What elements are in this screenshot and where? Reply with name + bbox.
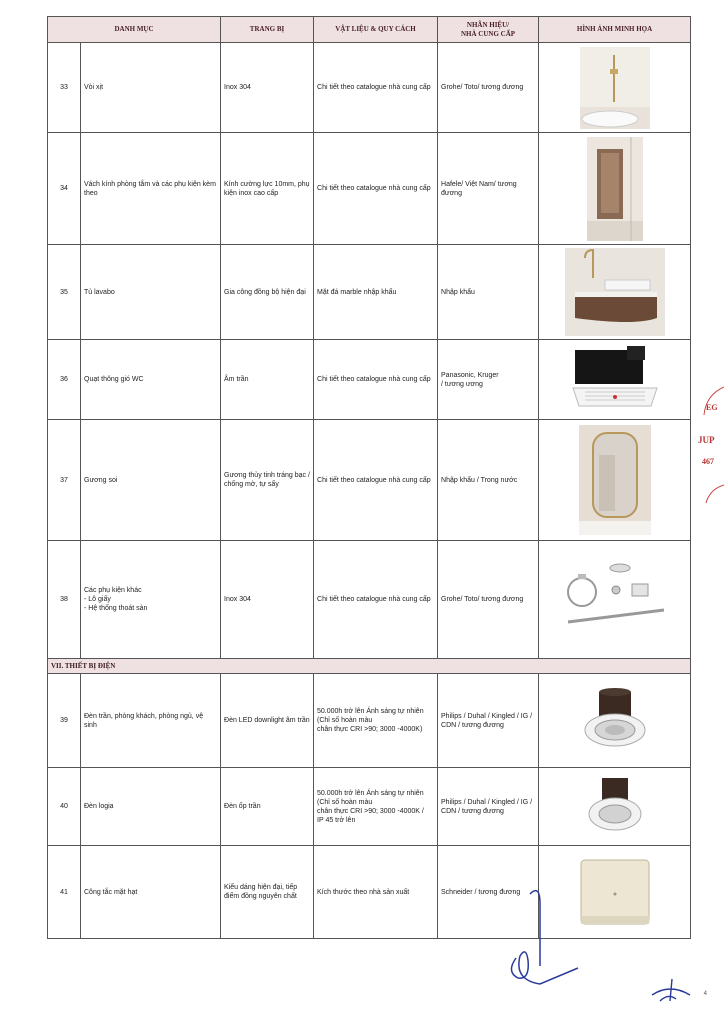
row-number: 35 (48, 245, 81, 340)
row-category: Đèn trần, phòng khách, phòng ngủ, vệ sinh (81, 674, 221, 768)
row-brand: Schneider / tương đương (438, 846, 539, 939)
row-brand-line1: Panasonic, Kruger (441, 371, 499, 379)
row-equipment: Inox 304 (221, 541, 314, 659)
row-material: Mặt đá marble nhập khẩu (314, 245, 438, 340)
row-brand: Hafele/ Việt Nam/ tương đương (438, 133, 539, 245)
vanity-cabinet-icon (565, 248, 665, 336)
row-number: 36 (48, 340, 81, 420)
table-header-row (48, 17, 691, 43)
row-brand (438, 340, 539, 420)
table-row (48, 420, 691, 541)
row-brand: Nhập khẩu (438, 245, 539, 340)
row-image (539, 43, 691, 133)
row-brand: Nhập khẩu / Trong nước (438, 420, 539, 541)
header-equipment: TRANG BỊ (221, 17, 314, 43)
row-brand: Grohe/ Toto/ tương đương (438, 43, 539, 133)
row-category: Gương soi (81, 420, 221, 541)
row-brand: Grohe/ Toto/ tương đương (438, 541, 539, 659)
row-material: Kích thước theo nhà sản xuất (314, 846, 438, 939)
stamp-text-eg: EG (706, 403, 718, 412)
section-title: VII. THIẾT BỊ ĐIỆN (48, 659, 691, 674)
row-material: Chi tiết theo catalogue nhà cung cấp (314, 541, 438, 659)
row-image (539, 340, 691, 420)
row-category-line1: Các phụ kiện khác (84, 587, 142, 594)
table-row (48, 541, 691, 659)
row-equipment: Gương thủy tinh tráng bạc / chống mờ, tự sấy (221, 420, 314, 541)
table-row (48, 43, 691, 133)
row-material: Chi tiết theo catalogue nhà cung cấp (314, 133, 438, 245)
row-material (314, 768, 438, 846)
header-material: VẬT LIỆU & QUY CÁCH (314, 17, 438, 43)
row-material-line3: chân thực CRI >90; 3000 -4000K / (317, 807, 424, 815)
row-equipment: Kính cường lực 10mm, phụ kiện inox cao cấp (221, 133, 314, 245)
row-number: 38 (48, 541, 81, 659)
header-brand-line2: NHÀ CUNG CẤP (460, 29, 516, 38)
row-category-line3: - Hệ thống thoát sàn (84, 605, 148, 612)
row-material-line2: (Chỉ số hoàn màu (317, 717, 373, 724)
row-equipment: Đèn ốp trần (221, 768, 314, 846)
row-category-line2: - Lô giấy (84, 596, 111, 603)
page-number: 4 (703, 991, 707, 997)
ceiling-light-icon (580, 774, 650, 840)
header-brand (438, 17, 539, 43)
row-brand-line2: / tương ương (441, 380, 483, 388)
row-material (314, 674, 438, 768)
stamp-text-number: 467 (702, 457, 714, 466)
row-material: Chi tiết theo catalogue nhà cung cấp (314, 340, 438, 420)
table-row (48, 846, 691, 939)
table-row (48, 245, 691, 340)
row-category: Đèn logia (81, 768, 221, 846)
mirror-icon (579, 425, 651, 535)
row-equipment: Kiểu dáng hiện đại, tiếp điểm đồng nguyên chất (221, 846, 314, 939)
row-number: 40 (48, 768, 81, 846)
wall-switch-icon (577, 858, 653, 926)
bidet-spray-icon (580, 47, 650, 129)
row-material-line3: chân thực CRI >90; 3000 -4000K) (317, 726, 423, 733)
row-material-line2: (Chỉ số hoàn màu (317, 798, 373, 806)
row-equipment: Gia công đồng bộ hiện đại (221, 245, 314, 340)
exhaust-fan-icon (565, 344, 665, 416)
row-category: Tủ lavabo (81, 245, 221, 340)
row-material: Chi tiết theo catalogue nhà cung cấp (314, 420, 438, 541)
row-number: 37 (48, 420, 81, 541)
row-image (539, 420, 691, 541)
row-category: Công tắc mặt hạt (81, 846, 221, 939)
equipment-spec-table (47, 16, 691, 939)
row-number: 41 (48, 846, 81, 939)
row-category (81, 541, 221, 659)
header-illustration: HÌNH ẢNH MINH HỌA (539, 17, 691, 43)
row-image (539, 541, 691, 659)
stamp-text: JUP (698, 435, 715, 445)
row-image (539, 245, 691, 340)
header-category: DANH MỤC (48, 17, 221, 43)
downlight-icon (575, 686, 655, 756)
row-number: 34 (48, 133, 81, 245)
row-equipment: Đèn LED downlight âm trần (221, 674, 314, 768)
row-category: Vách kính phòng tắm và các phụ kiện kèm theo (81, 133, 221, 245)
section-row (48, 659, 691, 674)
signature-icon (500, 880, 580, 990)
bath-accessories-icon (560, 560, 670, 640)
row-material-line1: 50.000h trở lên Ánh sáng tự nhiên (317, 789, 424, 797)
initial-mark-icon (650, 975, 695, 1005)
row-category: Quạt thông gió WC (81, 340, 221, 420)
row-image (539, 768, 691, 846)
row-brand: Philips / Duhal / Kingled / IG / CDN / tương đương (438, 674, 539, 768)
shower-glass-icon (587, 137, 643, 241)
row-brand: Philips / Duhal / Kingled / IG / CDN / tương đương (438, 768, 539, 846)
row-number: 39 (48, 674, 81, 768)
table-row (48, 133, 691, 245)
row-material-line4: IP 45 trở lên (317, 816, 356, 824)
row-category: Vòi xịt (81, 43, 221, 133)
row-material: Chi tiết theo catalogue nhà cung cấp (314, 43, 438, 133)
table-row (48, 340, 691, 420)
row-number: 33 (48, 43, 81, 133)
row-image (539, 674, 691, 768)
table-row (48, 768, 691, 846)
row-equipment: Inox 304 (221, 43, 314, 133)
stamp-fragment (696, 385, 724, 505)
row-equipment: Âm trần (221, 340, 314, 420)
header-brand-line1: NHÃN HIỆU/ (466, 20, 510, 29)
row-image (539, 133, 691, 245)
table-row (48, 674, 691, 768)
row-material-line1: 50.000h trở lên Ánh sáng tự nhiên (317, 708, 424, 715)
